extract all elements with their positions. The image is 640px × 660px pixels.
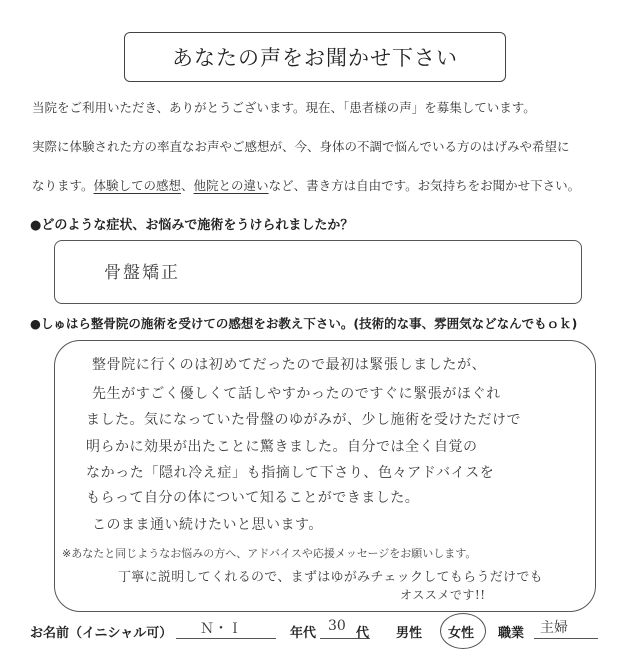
intro-underline-difference: 他院との違い	[193, 178, 269, 193]
intro-underline-experience: 体験しての感想	[93, 178, 182, 193]
answer-2-line-2: 先生がすごく優しくて話しやすかったのですぐに緊張がほぐれ	[92, 386, 501, 402]
age-suffix: 代	[356, 626, 370, 641]
female-option: 女性	[448, 626, 475, 641]
answer-2-line-4: 明らかに効果が出たことに驚きました。自分では全く自覚の	[86, 439, 478, 455]
name-label: お名前（イニシャル可）	[30, 626, 173, 641]
answer-2-line-7: このまま通い続けたいと思います。	[92, 517, 323, 533]
answer-2-line-1: 整骨院に行くのは初めてだったので最初は緊張しましたが、	[92, 357, 487, 373]
answer-2-line-6: もらって自分の体について知ることができました。	[86, 490, 420, 506]
age-value: 30	[328, 618, 346, 634]
job-label: 職業	[498, 626, 525, 641]
intro-line-1: 当院をご利用いただき、ありがとうございます。現在、「患者様の声」を募集しています。	[32, 100, 536, 115]
answer-2-line-3: ました。気になっていた骨盤のゆがみが、少し施術を受けただけで	[86, 412, 521, 428]
page-title: あなたの声をお聞かせ下さい	[124, 32, 506, 82]
message-line-1: 丁寧に説明してくれるので、まずはゆがみチェックしてもらうだけでも	[118, 570, 543, 585]
question-1-label: ●どのような症状、お悩みで施術をうけられましたか？	[30, 218, 354, 233]
message-prompt: ※あなたと同じようなお悩みの方へ、アドバイスや応援メッセージをお願いします。	[62, 547, 477, 560]
job-value: 主婦	[540, 620, 568, 636]
intro-line-3-start: なります。	[32, 178, 94, 193]
message-line-2: オススメです!!	[400, 588, 486, 602]
question-2-label: ●しゅはら整骨院の施術を受けての感想をお教え下さい。(技術的な事、雰囲気などなんでもｏｋ)	[30, 316, 578, 331]
answer-1-text: 骨盤矯正	[104, 263, 180, 283]
answer-2-line-5: なかった「隠れ冷え症」も指摘して下さり、色々アドバイスを	[86, 465, 495, 481]
intro-line-3-end: など、書き方は自由です。お気持ちをお聞かせ下さい。	[268, 178, 581, 193]
intro-line-3-comma: 、	[181, 178, 194, 193]
age-label: 年代	[290, 626, 317, 641]
intro-line-3	[32, 176, 580, 194]
male-option: 男性	[396, 626, 423, 641]
intro-line-2: 実際に体験された方の率直なお声やご感想が、今、身体の不調で悩んでいる方のはげみや希望に	[32, 139, 570, 154]
name-value: Ｎ・Ｉ	[200, 621, 242, 637]
